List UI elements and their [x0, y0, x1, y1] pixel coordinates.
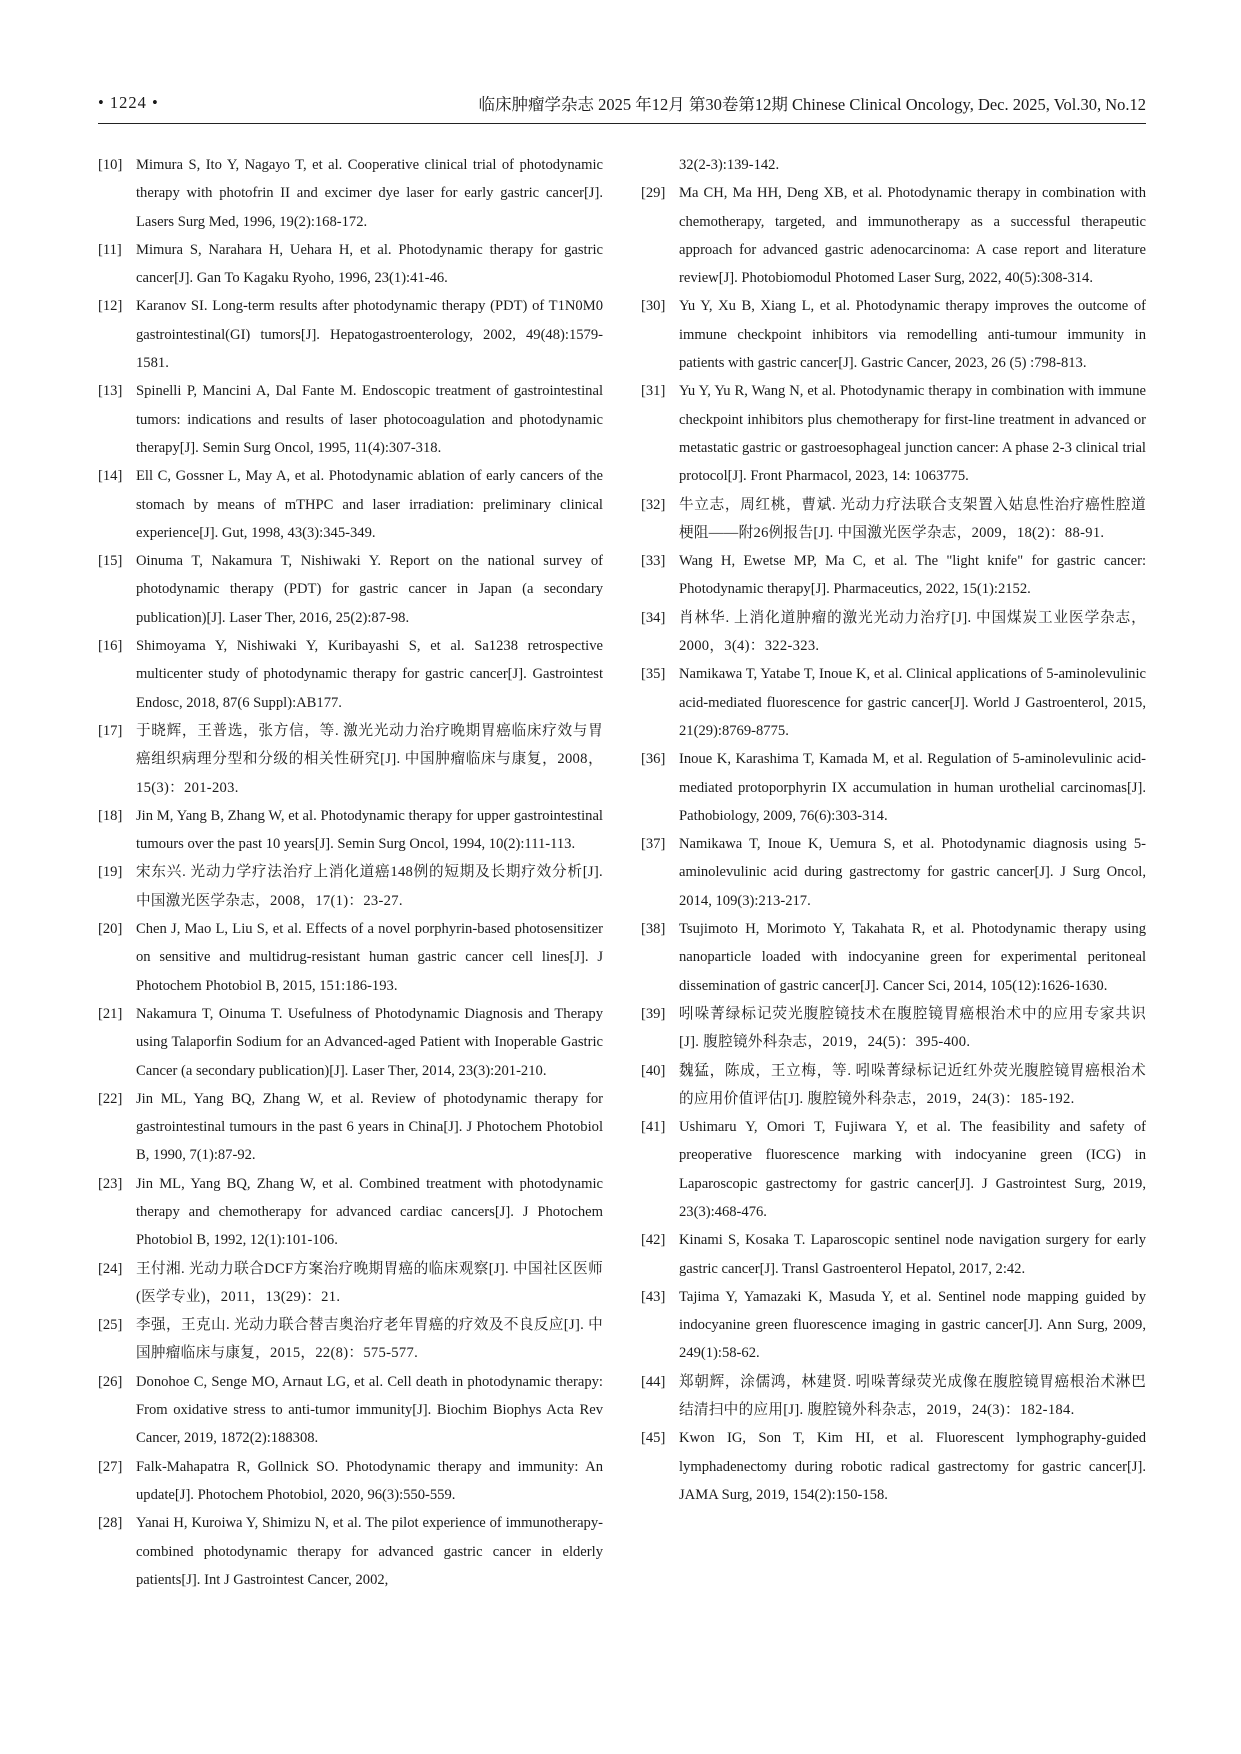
reference-number: [42] [641, 1232, 666, 1249]
reference-number: [24] [98, 1260, 123, 1277]
reference-text: Jin ML, Yang BQ, Zhang W, et al. Combined treatment with photodynamic therapy and chemotherapy for advanced cardiac cancers[J]. J Photochem Photobiol B, 1992, 12(1):101-106. [136, 1175, 603, 1249]
reference-number: [38] [641, 921, 666, 938]
reference-text: Spinelli P, Mancini A, Dal Fante M. Endoscopic treatment of gastrointestinal tumors: indications and results of laser photocoagulation and photodynamic therapy[J]. Semin Surg Oncol, 1995, 11(4):307-318. [136, 383, 603, 456]
reference-number: [25] [98, 1317, 123, 1334]
reference-text: Yu Y, Yu R, Wang N, et al. Photodynamic therapy in combination with immune checkpoint inhibitors plus chemotherapy for first-line treatment in advanced or metastatic gastric or gastroesophageal junction cancer: A phase 2-3 clinical trial protocol[J]. Front Pharmacol, 2023, 14: 1063775. [679, 383, 1146, 485]
reference-item [641, 1226, 1146, 1283]
reference-number: [11] [98, 241, 122, 258]
reference-text: 吲哚菁绿标记荧光腹腔镜技术在腹腔镜胃癌根治术中的应用专家共识[J]. 腹腔镜外科杂志，2019，24(5)：395-400. [679, 1005, 1146, 1051]
reference-text: Jin M, Yang B, Zhang W, et al. Photodynamic therapy for upper gastrointestinal tumours over the past 10 years[J]. Semin Surg Oncol, 1994, 10(2):111-113. [136, 807, 603, 853]
reference-text: Mimura S, Narahara H, Uehara H, et al. Photodynamic therapy for gastric cancer[J]. Gan To Kagaku Ryoho, 1996, 23(1):41-46. [136, 241, 603, 287]
reference-number: [26] [98, 1373, 123, 1390]
reference-item [641, 745, 1146, 830]
reference-item [98, 858, 603, 915]
reference-item [641, 151, 1146, 179]
reference-number: [18] [98, 807, 123, 824]
reference-item [641, 660, 1146, 745]
reference-item [641, 1057, 1146, 1114]
reference-text: Kinami S, Kosaka T. Laparoscopic sentinel node navigation surgery for early gastric cancer[J]. Transl Gastroenterol Hepatol, 2017, 2:42. [679, 1232, 1146, 1277]
reference-number: [27] [98, 1458, 123, 1475]
reference-text: Namikawa T, Yatabe T, Inoue K, et al. Clinical applications of 5-aminolevulinic acid-mediated fluorescence for gastric cancer[J]. World J Gastroenterol, 2015, 21(29):8769-8775. [679, 666, 1146, 739]
reference-number: [44] [641, 1373, 666, 1390]
reference-text: Ma CH, Ma HH, Deng XB, et al. Photodynamic therapy in combination with chemotherapy, targeted, and immunotherapy as a successful therapeutic approach for advanced gastric adenocarcinoma: A case report and literature review[J]. Photobiomodul Photomed Laser Surg, 2022, 40(5):308-314. [679, 185, 1146, 287]
reference-item [98, 1170, 603, 1255]
reference-item [98, 377, 603, 462]
reference-text: 于晓辉，王普选，张方信，等. 激光光动力治疗晚期胃癌临床疗效与胃癌组织病理分型和分级的相关性研究[J]. 中国肿瘤临床与康复，2008，15(3)：201-203. [136, 722, 603, 796]
reference-text: Ell C, Gossner L, May A, et al. Photodynamic ablation of early cancers of the stomach by means of mTHPC and laser irradiation: preliminary clinical experience[J]. Gut, 1998, 43(3):345-349. [136, 468, 603, 541]
reference-text: Kwon IG, Son T, Kim HI, et al. Fluorescent lymphography-guided lymphadenectomy during robotic radical gastrectomy for gastric cancer[J]. JAMA Surg, 2019, 154(2):150-158. [679, 1430, 1146, 1503]
reference-text: 32(2-3):139-142. [679, 157, 780, 173]
reference-number: [40] [641, 1062, 666, 1079]
reference-text: Donohoe C, Senge MO, Arnaut LG, et al. Cell death in photodynamic therapy: From oxidative stress to anti-tumor immunity[J]. Biochim Biophys Acta Rev Cancer, 2019, 1872(2):188308. [136, 1373, 603, 1447]
reference-item [641, 377, 1146, 490]
reference-text: 魏猛，陈成，王立梅，等. 吲哚菁绿标记近红外荧光腹腔镜胃癌根治术的应用价值评估[J]. 腹腔镜外科杂志，2019，24(3)：185-192. [679, 1062, 1146, 1107]
reference-number: [10] [98, 157, 123, 173]
reference-item [98, 1311, 603, 1368]
reference-item [641, 1113, 1146, 1226]
reference-item [98, 1085, 603, 1170]
reference-item [98, 236, 603, 293]
reference-number: [29] [641, 185, 666, 202]
reference-item [641, 292, 1146, 377]
header-rule [98, 123, 1146, 124]
reference-text: Chen J, Mao L, Liu S, et al. Effects of a novel porphyrin-based photosensitizer on sensitive and multidrug-resistant human gastric cancer cell lines[J]. J Photochem Photobiol B, 2015, 151:186-193. [136, 921, 603, 994]
reference-number: [41] [641, 1119, 666, 1136]
reference-number: [21] [98, 1005, 123, 1022]
reference-number: [35] [641, 666, 666, 683]
reference-item [98, 1368, 603, 1453]
reference-number: [43] [641, 1288, 666, 1305]
reference-text: Jin ML, Yang BQ, Zhang W, et al. Review of photodynamic therapy for gastrointestinal tumours in the past 6 years in China[J]. J Photochem Photobiol B, 1990, 7(1):87-92. [136, 1090, 603, 1164]
reference-number: [22] [98, 1090, 123, 1107]
reference-item [641, 491, 1146, 548]
reference-text: Shimoyama Y, Nishiwaki Y, Kuribayashi S, et al. Sa1238 retrospective multicenter study of photodynamic therapy for gastric cancer[J]. Gastrointest Endosc, 2018, 87(6 Suppl):AB177. [136, 638, 603, 711]
reference-number: [20] [98, 921, 123, 938]
reference-text: Karanov SI. Long-term results after photodynamic therapy (PDT) of T1N0M0 gastrointestinal(GI) tumors[J]. Hepatogastroenterology, 2002, 49(48):1579-1581. [136, 298, 603, 372]
reference-number: [32] [641, 496, 666, 513]
reference-item [641, 1368, 1146, 1425]
reference-column-right [641, 151, 1146, 1509]
reference-number: [45] [641, 1430, 666, 1447]
reference-text: Nakamura T, Oinuma T. Usefulness of Photodynamic Diagnosis and Therapy using Talaporfin Sodium for an Advanced-aged Patient with Inoperable Gastric Cancer (a secondary publication)[J]. Laser Ther, 2014, 23(3):201-210. [136, 1005, 603, 1079]
reference-item [98, 462, 603, 547]
journal-info: 临床肿瘤学杂志 2025 年12月 第30卷第12期 Chinese Clinical Oncology, Dec. 2025, Vol.30, No.12 [478, 95, 1146, 114]
reference-item [641, 1283, 1146, 1368]
reference-text: 宋东兴. 光动力学疗法治疗上消化道癌148例的短期及长期疗效分析[J]. 中国激光医学杂志，2008，17(1)：23-27. [136, 864, 603, 909]
reference-number: [15] [98, 553, 123, 570]
reference-item [98, 802, 603, 859]
reference-item [98, 547, 603, 632]
reference-number: [37] [641, 836, 666, 853]
reference-text: 王付湘. 光动力联合DCF方案治疗晚期胃癌的临床观察[J]. 中国社区医师(医学专业)，2011，13(29)：21. [136, 1260, 603, 1305]
reference-text: Inoue K, Karashima T, Kamada M, et al. Regulation of 5-aminolevulinic acid-mediated protoporphyrin IX accumulation in human urothelial carcinomas[J]. Pathobiology, 2009, 76(6):303-314. [679, 751, 1146, 824]
reference-number: [28] [98, 1515, 123, 1532]
reference-number: [23] [98, 1175, 123, 1192]
reference-text: Falk-Mahapatra R, Gollnick SO. Photodynamic therapy and immunity: An update[J]. Photochem Photobiol, 2020, 96(3):550-559. [136, 1458, 603, 1503]
reference-item [98, 1509, 603, 1594]
reference-number: [36] [641, 751, 666, 768]
reference-item [641, 547, 1146, 604]
reference-item [98, 1000, 603, 1085]
reference-item [98, 151, 603, 236]
reference-item [641, 915, 1146, 1000]
reference-item [641, 179, 1146, 292]
reference-item [98, 1255, 603, 1312]
reference-column-left [98, 151, 603, 1594]
reference-item [641, 830, 1146, 915]
reference-item [98, 292, 603, 377]
reference-item [641, 604, 1146, 661]
reference-number: [34] [641, 609, 666, 626]
reference-number: [14] [98, 468, 123, 485]
reference-text: Ushimaru Y, Omori T, Fujiwara Y, et al. The feasibility and safety of preoperative fluorescence marking with indocyanine green (ICG) in Laparoscopic gastrectomy for gastric cancer[J]. J Gastrointest Surg, 2019, 23(3):468-476. [679, 1119, 1146, 1220]
reference-item [641, 1000, 1146, 1057]
reference-item [98, 632, 603, 717]
reference-number: [12] [98, 298, 123, 315]
reference-item [641, 1424, 1146, 1509]
page-number: • 1224 • [98, 93, 159, 112]
reference-number: [13] [98, 383, 123, 400]
reference-item [98, 915, 603, 1000]
reference-item [98, 717, 603, 802]
reference-item [98, 1453, 603, 1510]
running-header [98, 88, 1146, 118]
reference-text: 肖林华. 上消化道肿瘤的激光光动力治疗[J]. 中国煤炭工业医学杂志，2000，3(4)：322-323. [679, 609, 1146, 655]
reference-number: [31] [641, 383, 666, 400]
reference-number: [17] [98, 722, 123, 739]
reference-text: 牛立志，周红桃，曹斌. 光动力疗法联合支架置入姑息性治疗癌性腔道梗阻——附26例报告[J]. 中国激光医学杂志，2009，18(2)：88-91. [679, 496, 1146, 541]
reference-text: Wang H, Ewetse MP, Ma C, et al. The "light knife" for gastric cancer: Photodynamic therapy[J]. Pharmaceutics, 2022, 15(1):2152. [679, 553, 1146, 598]
reference-number: [30] [641, 298, 666, 315]
reference-text: Yanai H, Kuroiwa Y, Shimizu N, et al. The pilot experience of immunotherapy-combined photodynamic therapy for advanced gastric cancer in elderly patients[J]. Int J Gastrointest Cancer, 2002, [136, 1515, 603, 1588]
reference-text: Oinuma T, Nakamura T, Nishiwaki Y. Report on the national survey of photodynamic therapy (PDT) for gastric cancer in Japan (a secondary publication)[J]. Laser Ther, 2016, 25(2):87-98. [136, 553, 603, 626]
reference-text: 李强，王克山. 光动力联合替吉奥治疗老年胃癌的疗效及不良反应[J]. 中国肿瘤临床与康复，2015，22(8)：575-577. [136, 1317, 603, 1362]
reference-text: Namikawa T, Inoue K, Uemura S, et al. Photodynamic diagnosis using 5-aminolevulinic acid during gastrectomy for gastric cancer[J]. J Surg Oncol, 2014, 109(3):213-217. [679, 836, 1146, 909]
reference-number: [33] [641, 553, 666, 570]
reference-text: Tsujimoto H, Morimoto Y, Takahata R, et al. Photodynamic therapy using nanoparticle loaded with indocyanine green for experimental peritoneal dissemination of gastric cancer[J]. Cancer Sci, 2014, 105(12):1626-1630. [679, 921, 1146, 994]
reference-text: Tajima Y, Yamazaki K, Masuda Y, et al. Sentinel node mapping guided by indocyanine green fluorescence imaging in gastric cancer[J]. Ann Surg, 2009, 249(1):58-62. [679, 1288, 1146, 1362]
reference-number: [39] [641, 1005, 666, 1022]
reference-number: [19] [98, 864, 123, 881]
reference-text: 郑朝辉，涂儒鸿，林建贤. 吲哚菁绿荧光成像在腹腔镜胃癌根治术淋巴结清扫中的应用[J]. 腹腔镜外科杂志，2019，24(3)：182-184. [679, 1373, 1146, 1419]
reference-text: Mimura S, Ito Y, Nagayo T, et al. Cooperative clinical trial of photodynamic therapy with photofrin II and excimer dye laser for early gastric cancer[J]. Lasers Surg Med, 1996, 19(2):168-172. [136, 157, 603, 230]
reference-number: [16] [98, 638, 123, 655]
reference-text: Yu Y, Xu B, Xiang L, et al. Photodynamic therapy improves the outcome of immune checkpoint inhibitors via remodelling anti-tumour immunity in patients with gastric cancer[J]. Gastric Cancer, 2023, 26 (5) :798-813. [679, 298, 1146, 372]
